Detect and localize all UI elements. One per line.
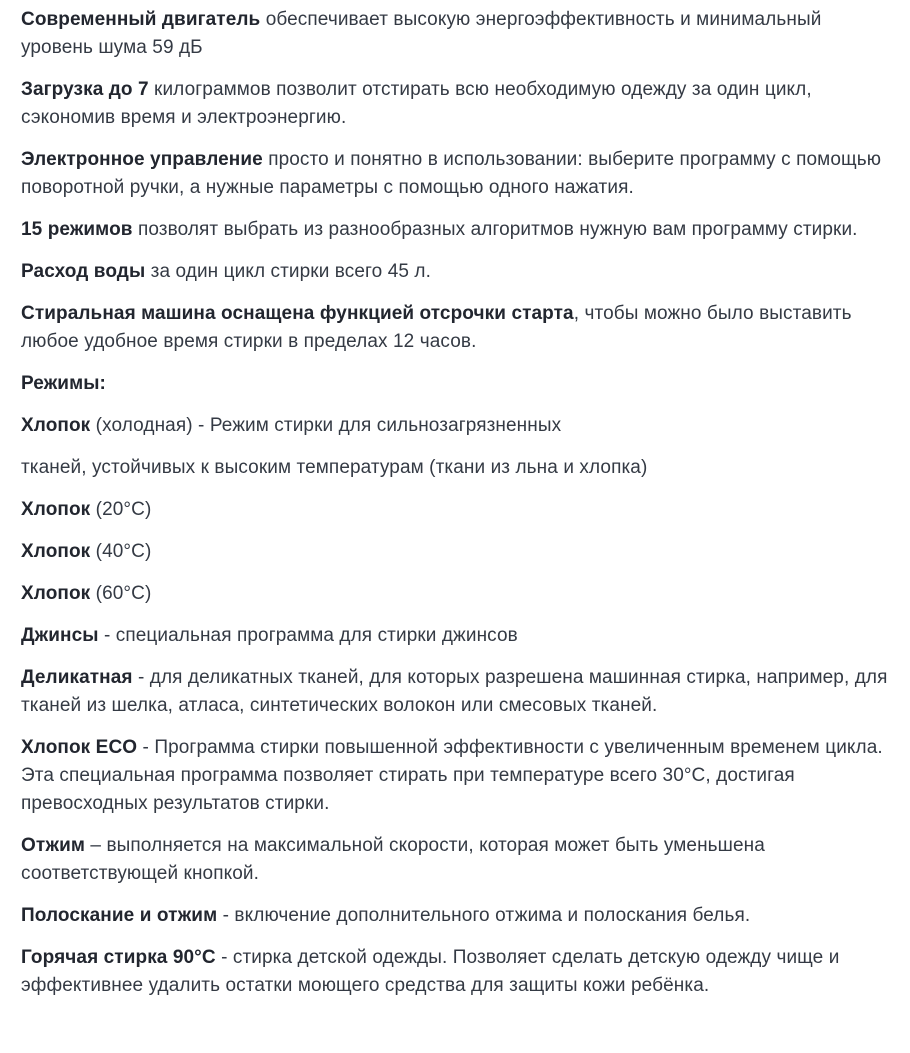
mode-cotton-eco bbox=[21, 734, 889, 818]
paragraph-lead: Режимы: bbox=[21, 373, 106, 394]
paragraph-water-consumption bbox=[21, 258, 889, 286]
mode-cotton-cold-continued bbox=[21, 454, 889, 482]
paragraph-lead: Отжим bbox=[21, 835, 86, 856]
paragraph-text: (60°С) bbox=[90, 583, 152, 604]
paragraph-lead: Деликатная bbox=[21, 667, 133, 688]
modes-heading bbox=[21, 370, 889, 398]
paragraph-lead: Хлопок ECO bbox=[21, 737, 138, 758]
mode-cotton-60 bbox=[21, 580, 889, 608]
paragraph-modes-count bbox=[21, 216, 889, 244]
paragraph-lead: Хлопок bbox=[21, 499, 91, 520]
mode-jeans bbox=[21, 622, 889, 650]
paragraph-lead: Джинсы bbox=[21, 625, 99, 646]
mode-cotton-40 bbox=[21, 538, 889, 566]
mode-cotton-cold bbox=[21, 412, 889, 440]
paragraph-lead: 15 режимов bbox=[21, 219, 133, 240]
paragraph-text: (40°С) bbox=[90, 541, 152, 562]
paragraph-lead: Стиральная машина оснащена функцией отсрочки старта bbox=[21, 303, 574, 324]
paragraph-lead: Электронное управление bbox=[21, 149, 263, 170]
paragraph-text: тканей, устойчивых к высоким температурам (ткани из льна и хлопка) bbox=[21, 457, 648, 478]
paragraph-lead: Горячая стирка 90°С bbox=[21, 947, 216, 968]
paragraph-text: позволят выбрать из разнообразных алгоритмов нужную вам программу стирки. bbox=[132, 219, 858, 240]
mode-delicate bbox=[21, 664, 889, 720]
paragraph-electronic-control bbox=[21, 146, 889, 202]
paragraph-text: обеспечивает высокую энергоэффективность и минимальный уровень шума 59 дБ bbox=[21, 9, 822, 58]
paragraph-motor bbox=[21, 6, 889, 62]
paragraph-text: (20°С) bbox=[90, 499, 152, 520]
paragraph-text: - для деликатных тканей, для которых разрешена машинная стирка, например, для тканей из шелка, атласа, синтетических волокон или смесовых тканей. bbox=[21, 667, 888, 716]
paragraph-text: за один цикл стирки всего 45 л. bbox=[145, 261, 431, 282]
paragraph-lead: Хлопок bbox=[21, 583, 91, 604]
paragraph-lead: Современный двигатель bbox=[21, 9, 261, 30]
paragraph-text: - стирка детской одежды. Позволяет сделать детскую одежду чище и эффективнее удалить остатки моющего средства для защиты кожи ребёнка. bbox=[21, 947, 840, 996]
paragraph-lead: Расход воды bbox=[21, 261, 146, 282]
paragraph-lead: Полоскание и отжим bbox=[21, 905, 218, 926]
paragraph-lead: Хлопок bbox=[21, 415, 91, 436]
paragraph-lead: Хлопок bbox=[21, 541, 91, 562]
paragraph-delay-start bbox=[21, 300, 889, 356]
paragraph-load-capacity bbox=[21, 76, 889, 132]
paragraph-text: – выполняется на максимальной скорости, которая может быть уменьшена соответствующей кнопкой. bbox=[21, 835, 765, 884]
paragraph-text: - включение дополнительного отжима и полоскания белья. bbox=[217, 905, 751, 926]
paragraph-lead: Загрузка до 7 bbox=[21, 79, 149, 100]
paragraph-text: (холодная) - Режим стирки для сильнозагрязненных bbox=[90, 415, 562, 436]
paragraph-text: - Программа стирки повышенной эффективности с увеличенным временем цикла. Эта специальная программа позволяет стирать при температуре всего 30°С, достигая превосходных результатов стирки. bbox=[21, 737, 883, 814]
paragraph-text: просто и понятно в использовании: выберите программу с помощью поворотной ручки, а нужные параметры с помощью одного нажатия. bbox=[21, 149, 882, 198]
paragraph-text: килограммов позволит отстирать всю необходимую одежду за один цикл, сэкономив время и электроэнергию. bbox=[21, 79, 812, 128]
mode-spin bbox=[21, 832, 889, 888]
paragraph-text: - специальная программа для стирки джинсов bbox=[98, 625, 518, 646]
mode-cotton-20 bbox=[21, 496, 889, 524]
mode-hot-wash-90 bbox=[21, 944, 889, 1000]
mode-rinse-and-spin bbox=[21, 902, 889, 930]
paragraph-text: , чтобы можно было выставить любое удобное время стирки в пределах 12 часов. bbox=[21, 303, 852, 352]
